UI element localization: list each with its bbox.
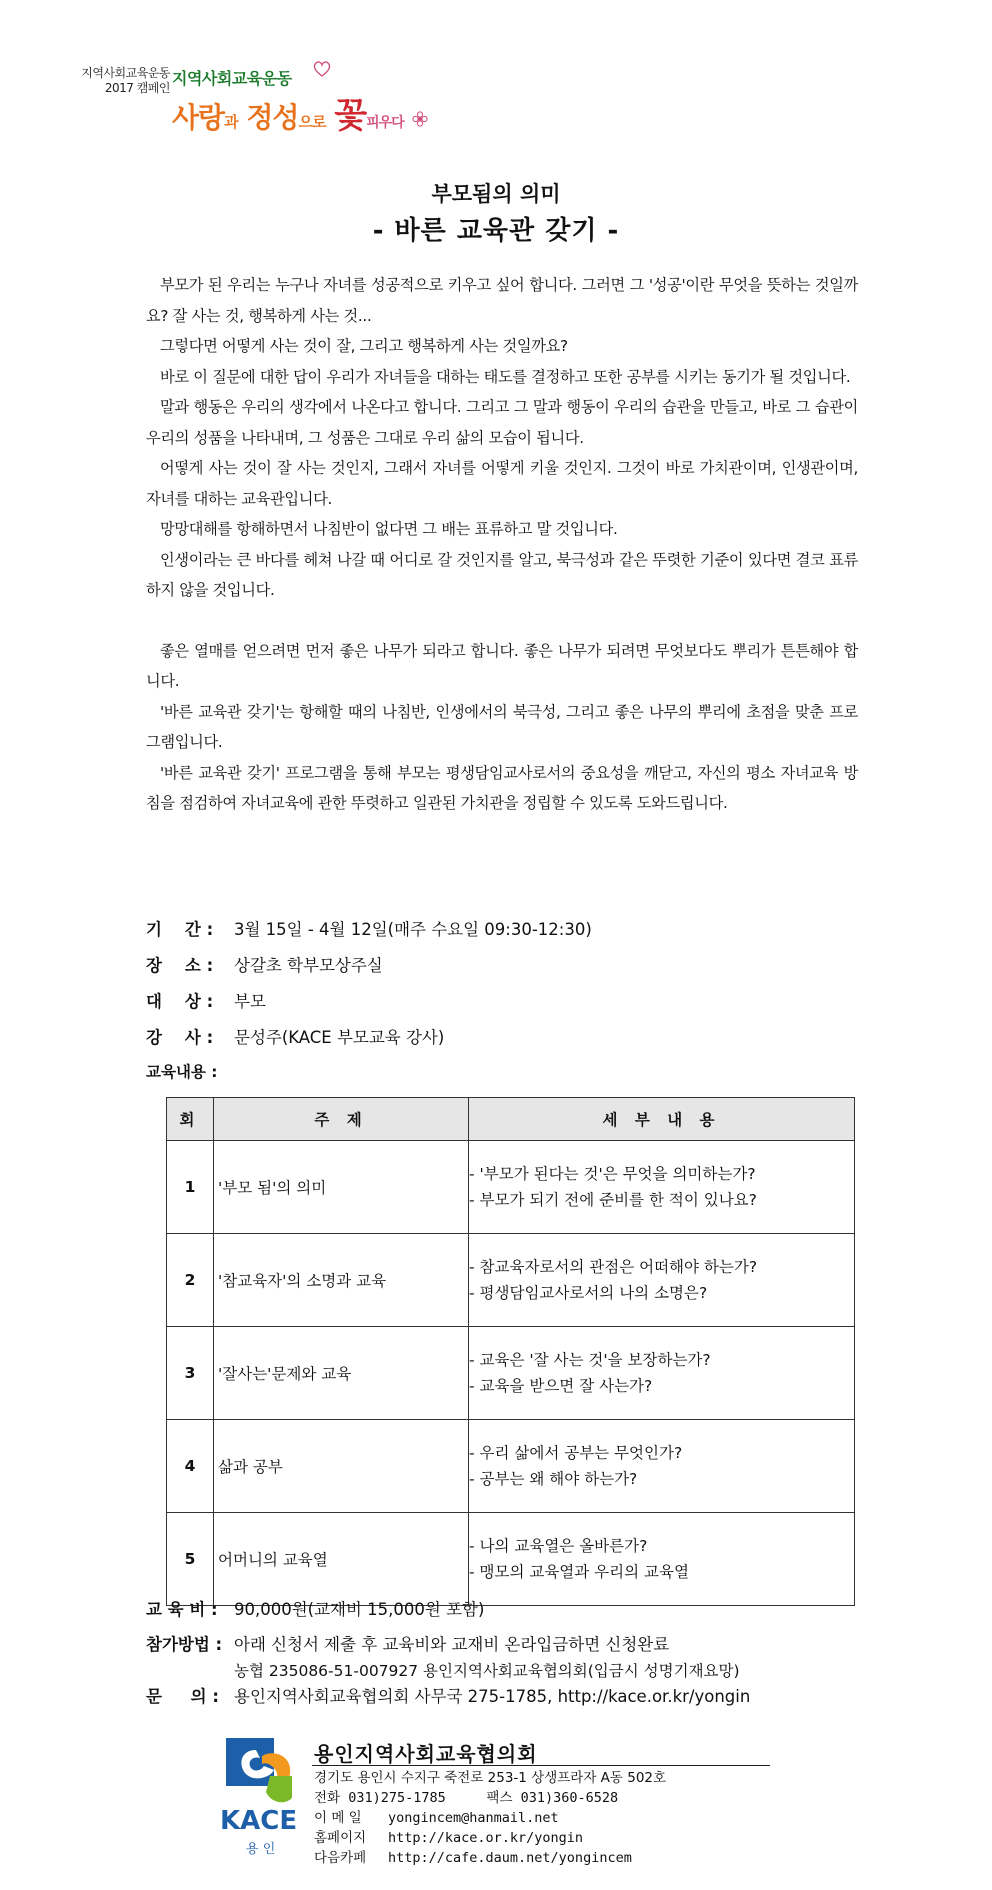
intro-paragraph: '바른 교육관 갖기'는 항해할 때의 나침반, 인생에서의 북극성, 그리고 좋은 나무의 뿌리에 초점을 맞춘 프로그램입니다. (146, 702, 858, 751)
intro-text (146, 270, 858, 819)
phone-label: 전화 (314, 1790, 341, 1806)
info-content (146, 1054, 218, 1090)
row-no: 5 (167, 1513, 214, 1606)
detail-line: - 교육을 받으면 잘 사는가? (469, 1377, 653, 1395)
detail-line: - 공부는 왜 해야 하는가? (469, 1470, 638, 1488)
info-lecturer (146, 1020, 444, 1056)
org-info (314, 1768, 666, 1868)
content-label: 교육내용 : (146, 1063, 218, 1081)
org-divider (312, 1765, 770, 1766)
table-row (167, 1420, 855, 1513)
slogan-sincerity: 정성 (246, 101, 299, 134)
fee-label: 교 육 비 : (146, 1600, 218, 1619)
table-row (167, 1234, 855, 1327)
info-target (146, 984, 266, 1020)
intro-paragraph: 어떻게 사는 것이 잘 사는 것인지, 그래서 자녀를 어떻게 키울 것인지. 그것이 바로 가치관이며, 인생관이며, 자녀를 대하는 교육관입니다. (146, 459, 858, 508)
cafe-label: 다음카페 (314, 1850, 367, 1866)
curriculum-table (166, 1097, 855, 1606)
place-label: 장 소 : (146, 956, 214, 975)
campaign-org-line2: 2017 캠페인 (104, 81, 170, 95)
target-value: 부모 (234, 992, 266, 1011)
page-subtitle: 부모됨의 의미 (431, 182, 561, 206)
info-fee (146, 1592, 484, 1628)
intro-paragraph: 그렇다면 어떻게 사는 것이 잘, 그리고 행복하게 사는 것일까요? (160, 337, 568, 355)
row-topic: '참교육자'의 소명과 교육 (214, 1234, 469, 1327)
slogan-love: 사랑 (172, 101, 225, 134)
detail-line: - 평생담임교사로서의 나의 소명은? (469, 1284, 708, 1302)
table-row (167, 1141, 855, 1234)
row-topic: '부모 됨'의 의미 (214, 1141, 469, 1234)
method-label: 참가방법 : (146, 1635, 223, 1654)
org-phone-fax (314, 1788, 666, 1808)
lecturer-value: 문성주(KACE 부모교육 강사) (234, 1028, 445, 1047)
contact-value: 용인지역사회교육협의회 사무국 275-1785, http://kace.or.kr/yongin (234, 1687, 751, 1706)
kace-logo-text: KACE (220, 1806, 298, 1836)
contact-label: 문 의 : (146, 1687, 219, 1706)
campaign-movement: 지역사회교육운동 (172, 69, 292, 88)
detail-line: - 부모가 되기 전에 준비를 한 적이 있나요? (469, 1191, 757, 1209)
row-no: 2 (167, 1234, 214, 1327)
info-period (146, 912, 592, 948)
row-no: 4 (167, 1420, 214, 1513)
slogan-bloom: 피우다 (366, 115, 404, 131)
period-value: 3월 15일 - 4월 12일(매주 수요일 09:30-12:30) (234, 920, 592, 939)
campaign-org-line1: 지역사회교육운동 (81, 66, 170, 80)
detail-line: - 참교육자로서의 관점은 어떠해야 하는가? (469, 1258, 758, 1276)
email-label: 이 메 일 (314, 1810, 362, 1826)
fee-value: 90,000원(교재비 15,000원 포함) (234, 1600, 485, 1619)
heart-icon (312, 60, 332, 78)
row-no: 3 (167, 1327, 214, 1420)
intro-paragraph: 망망대해를 항해하면서 나침반이 없다면 그 배는 표류하고 말 것입니다. (160, 520, 618, 538)
row-detail (469, 1420, 855, 1513)
kace-logo-sub: 용 인 (246, 1842, 276, 1857)
cafe-link[interactable]: http://cafe.daum.net/yongincem (388, 1850, 632, 1866)
info-method (146, 1632, 669, 1658)
table-header-row (167, 1098, 855, 1141)
intro-paragraph: '바른 교육관 갖기' 프로그램을 통해 부모는 평생담임교사로서의 중요성을 깨닫고, 자신의 평소 자녀교육 방침을 점검하여 자녀교육에 관한 뚜렷하고 일관된 가치관을 정립할 수 있도록 도와드립니다. (146, 763, 858, 812)
place-value: 상갈초 학부모상주실 (234, 956, 383, 975)
row-topic: '잘사는'문제와 교육 (214, 1327, 469, 1420)
slogan-with: 으로 (298, 113, 326, 131)
header-detail: 세 부 내 용 (469, 1098, 855, 1141)
phone-value: 031)275-1785 (348, 1790, 446, 1806)
detail-line: - 나의 교육열은 올바른가? (469, 1537, 648, 1555)
info-place (146, 948, 383, 984)
kace-emblem-icon (226, 1736, 306, 1816)
intro-paragraph: 좋은 열매를 얻으려면 먼저 좋은 나무가 되라고 합니다. 좋은 나무가 되려면 무엇보다도 뿌리가 튼튼해야 합니다. (146, 641, 858, 690)
org-cafe (314, 1848, 666, 1868)
intro-paragraph: 부모가 된 우리는 누구나 자녀를 성공적으로 키우고 싶어 합니다. 그러면 그 '성공'이란 무엇을 뜻하는 것일까요? 잘 사는 것, 행복하게 사는 것... (146, 276, 858, 325)
fax-value: 031)360-6528 (520, 1790, 619, 1806)
fax-label: 팩스 (486, 1790, 513, 1806)
header-no: 회 (167, 1098, 214, 1141)
account-info: 농협 235086-51-007927 용인지역사회교육협의회(입금시 성명기재요망) (234, 1662, 740, 1680)
kace-logo (220, 1736, 306, 1857)
row-no: 1 (167, 1141, 214, 1234)
intro-paragraph: 인생이라는 큰 바다를 헤쳐 나갈 때 어디로 갈 것인지를 알고, 북극성과 같은 뚜렷한 기준이 있다면 결코 표류하지 않을 것입니다. (146, 550, 858, 599)
method-value: 아래 신청서 제출 후 교육비와 교재비 온라입금하면 신청완료 (234, 1635, 670, 1654)
row-detail (469, 1234, 855, 1327)
row-detail (469, 1327, 855, 1420)
intro-paragraph: 바로 이 질문에 대한 답이 우리가 자녀들을 대하는 태도를 결정하고 또한 공부를 시키는 동기가 될 것입니다. (160, 367, 851, 386)
org-address: 경기도 용인시 수지구 죽전로 253-1 상생프라자 A동 502호 (314, 1770, 667, 1786)
lecturer-label: 강 사 : (146, 1028, 214, 1047)
homepage-label: 홈페이지 (314, 1830, 367, 1846)
page-title: - 바른 교육관 갖기 - (372, 216, 620, 246)
flower-icon (412, 111, 428, 127)
detail-line: - 교육은 '잘 사는 것'을 보장하는가? (469, 1351, 711, 1369)
detail-line: - 맹모의 교육열과 우리의 교육열 (469, 1563, 689, 1581)
homepage-link[interactable]: http://kace.or.kr/yongin (388, 1830, 584, 1846)
target-label: 대 상 : (146, 992, 214, 1011)
org-name: 용인지역사회교육협의회 (314, 1742, 538, 1766)
header-topic: 주 제 (214, 1098, 469, 1141)
period-label: 기 간 : (146, 920, 214, 939)
detail-line: - 우리 삶에서 공부는 무엇인가? (469, 1444, 683, 1462)
row-topic: 삶과 공부 (214, 1420, 469, 1513)
campaign-slogan (172, 88, 428, 137)
email-value[interactable]: yongincem@hanmail.net (388, 1810, 559, 1826)
row-topic: 어머니의 교육열 (214, 1513, 469, 1606)
detail-line: - '부모가 된다는 것'은 무엇을 의미하는가? (469, 1165, 756, 1183)
campaign-logo (70, 58, 460, 138)
org-homepage (314, 1828, 666, 1848)
slogan-flower: 꽃 (334, 96, 367, 136)
info-contact (146, 1684, 750, 1710)
table-row (167, 1327, 855, 1420)
row-detail (469, 1513, 855, 1606)
slogan-and: 과 (224, 113, 238, 131)
intro-paragraph: 말과 행동은 우리의 생각에서 나온다고 합니다. 그리고 그 말과 행동이 우리의 습관을 만들고, 바로 그 습관이 우리의 성품을 나타내며, 그 성품은 그대로 우리 삶의 모습이 됩니다. (146, 398, 858, 447)
row-detail (469, 1141, 855, 1234)
org-email (314, 1808, 666, 1828)
